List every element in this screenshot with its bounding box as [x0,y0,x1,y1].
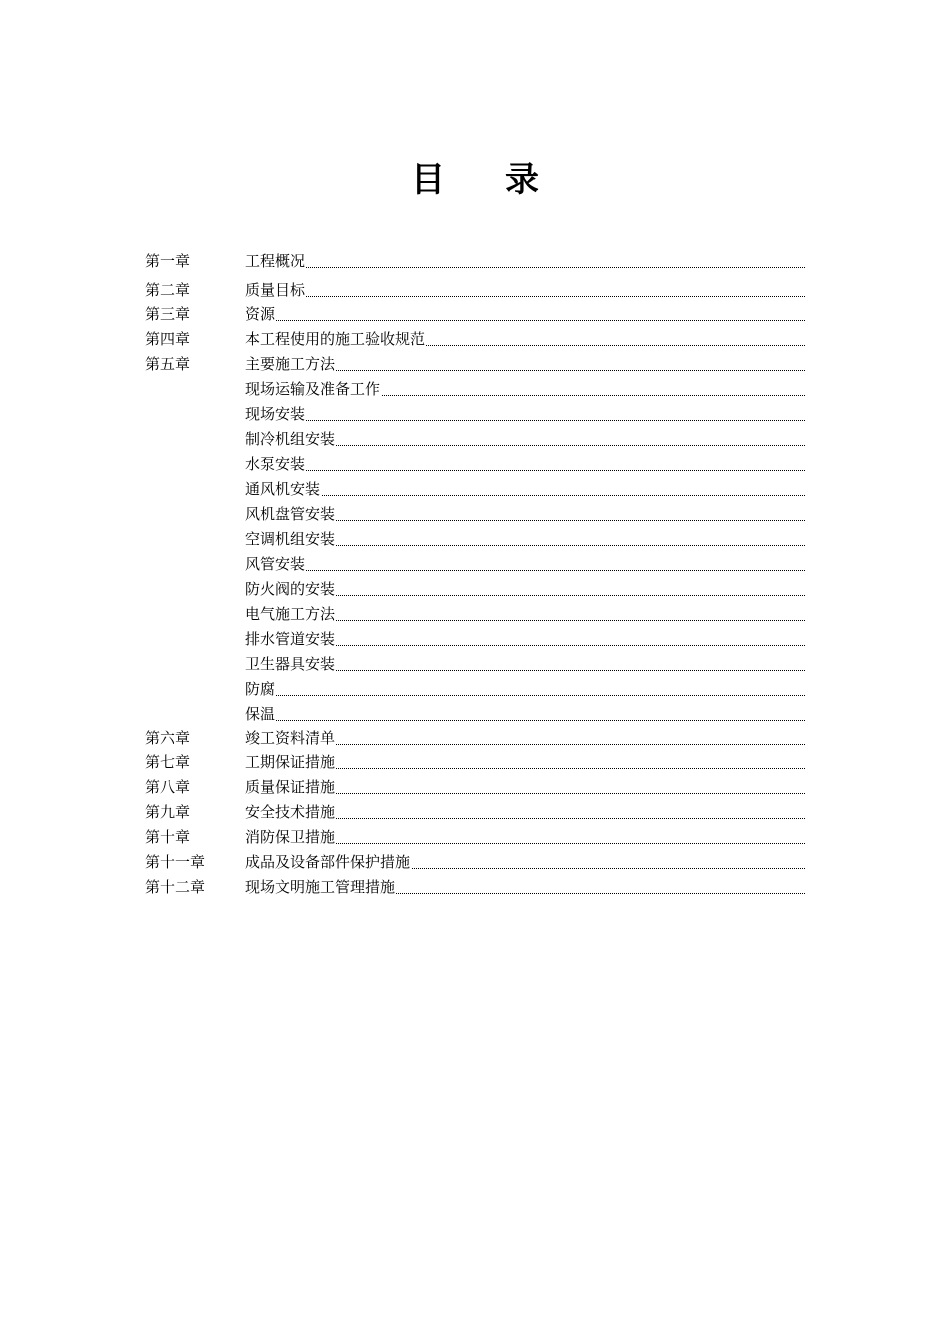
toc-entry[interactable] [145,603,805,625]
toc-entry-title [245,578,805,600]
toc-entry-title [245,801,805,823]
toc-entry[interactable] [145,279,805,301]
toc-dot-leader [245,267,805,268]
toc-entry-text: 现场运输及准备工作 [245,380,381,398]
toc-entry[interactable] [145,876,805,898]
toc-chapter-label: 第五章 [145,355,191,373]
toc-entry-text: 工期保证措施 [245,753,336,771]
toc-entry-text: 风机盘管安装 [245,505,336,523]
toc-entry-title [245,453,805,475]
toc-entry[interactable] [145,751,805,773]
toc-chapter-label: 第六章 [145,729,191,747]
title-char-1: 目 [411,160,445,200]
toc-entry-text: 排水管道安装 [245,630,336,648]
toc-entry[interactable] [145,553,805,575]
toc-entry[interactable] [145,628,805,650]
toc-entry-text: 保温 [245,705,276,723]
toc-dot-leader [245,495,805,496]
toc-entry-text: 质量目标 [245,281,306,299]
toc-entry-title [245,826,805,848]
toc-entry-text: 竣工资料清单 [245,729,336,747]
toc-entry[interactable] [145,403,805,425]
toc-entry[interactable] [145,851,805,873]
toc-chapter-label: 第四章 [145,330,191,348]
toc-entry-title [245,403,805,425]
toc-entry-title [245,378,805,400]
toc-entry-text: 本工程使用的施工验收规范 [245,330,426,348]
toc-dot-leader [245,320,805,321]
toc-entry[interactable] [145,478,805,500]
toc-entry-title [245,628,805,650]
toc-entry-text: 现场文明施工管理措施 [245,878,396,896]
toc-entry-text: 现场安装 [245,405,306,423]
toc-entry-text: 空调机组安装 [245,530,336,548]
toc-entry-title [245,250,805,272]
title-char-2: 录 [505,160,539,200]
toc-entry[interactable] [145,678,805,700]
toc-entry-text: 主要施工方法 [245,355,336,373]
toc-chapter-label: 第二章 [145,281,191,299]
toc-entry-title [245,727,805,749]
toc-entry-text: 风管安装 [245,555,306,573]
toc-entry[interactable] [145,776,805,798]
toc-entry-text: 卫生器具安装 [245,655,336,673]
toc-entry-text: 电气施工方法 [245,605,336,623]
toc-dot-leader [245,720,805,721]
toc-entry[interactable] [145,801,805,823]
toc-dot-leader [245,420,805,421]
toc-entry-title [245,503,805,525]
toc-entry-text: 工程概况 [245,252,306,270]
toc-entry-title [245,553,805,575]
toc-entry-title [245,428,805,450]
toc-entry-title [245,876,805,898]
page-title [0,158,950,202]
toc-entry-text: 质量保证措施 [245,778,336,796]
toc-entry[interactable] [145,528,805,550]
toc-entry-text: 资源 [245,305,276,323]
toc-dot-leader [245,470,805,471]
toc-entry-text: 通风机安装 [245,480,321,498]
toc-entry[interactable] [145,826,805,848]
toc-entry[interactable] [145,727,805,749]
toc-entry-title [245,751,805,773]
toc-entry-title [245,279,805,301]
toc-chapter-label: 第三章 [145,305,191,323]
toc-chapter-label: 第九章 [145,803,191,821]
toc-entry[interactable] [145,378,805,400]
toc-entry-text: 防火阀的安装 [245,580,336,598]
toc-entry[interactable] [145,653,805,675]
toc-entry-title [245,851,805,873]
toc-chapter-label: 第七章 [145,753,191,771]
toc-entry-title [245,653,805,675]
toc-entry-title [245,528,805,550]
toc-dot-leader [245,695,805,696]
toc-chapter-label: 第一章 [145,252,191,270]
toc-entry-text: 消防保卫措施 [245,828,336,846]
toc-entry-text: 安全技术措施 [245,803,336,821]
toc-entry-text: 制冷机组安装 [245,430,336,448]
toc-entry-title [245,678,805,700]
toc-entry[interactable] [145,353,805,375]
toc-entry-title [245,603,805,625]
toc-entry-text: 水泵安装 [245,455,306,473]
toc-entry-title [245,703,805,725]
toc-entry[interactable] [145,250,805,272]
toc-entry[interactable] [145,328,805,350]
toc-chapter-label: 第八章 [145,778,191,796]
toc-entry-title [245,776,805,798]
toc-entry-title [245,303,805,325]
toc-dot-leader [245,570,805,571]
toc-entry[interactable] [145,503,805,525]
toc-entry[interactable] [145,578,805,600]
toc-entry-title [245,328,805,350]
toc-chapter-label: 第十一章 [145,853,206,871]
toc-entry[interactable] [145,703,805,725]
toc-entry[interactable] [145,453,805,475]
toc-entry[interactable] [145,428,805,450]
toc-entry-text: 成品及设备部件保护措施 [245,853,411,871]
toc-entry-title [245,478,805,500]
toc-entry-title [245,353,805,375]
toc-entry-text: 防腐 [245,680,276,698]
toc-chapter-label: 第十章 [145,828,191,846]
toc-dot-leader [245,296,805,297]
toc-entry[interactable] [145,303,805,325]
toc-chapter-label: 第十二章 [145,878,206,896]
